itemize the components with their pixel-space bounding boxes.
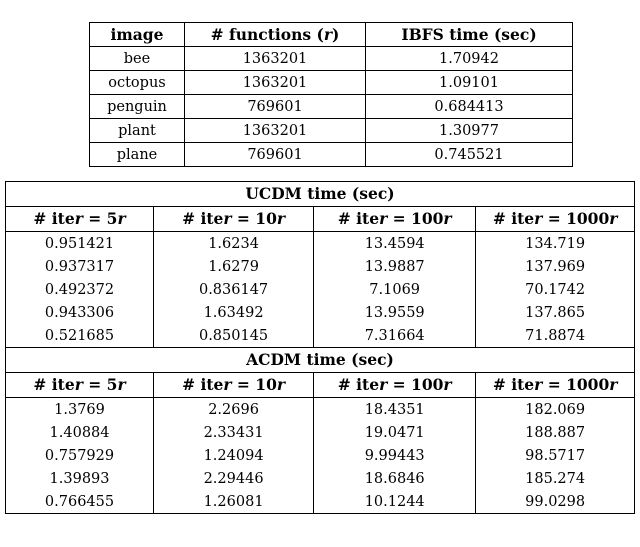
cell-acdm-1000r: 188.887 (476, 421, 635, 444)
acdm-section-title-row (6, 348, 635, 373)
cell-acdm-100r: 19.0471 (314, 421, 476, 444)
cell-ucdm-1000r: 137.865 (476, 301, 635, 324)
acdm-section-title: ACDM time (sec) (6, 348, 635, 373)
column-header-iter-10r: # iter = 10r (154, 207, 314, 232)
ucdm-section-title-row (6, 182, 635, 207)
cell-ucdm-100r: 13.9887 (314, 255, 476, 278)
cell-acdm-100r: 18.4351 (314, 398, 476, 422)
cell-ucdm-100r: 13.9559 (314, 301, 476, 324)
table-row (6, 421, 635, 444)
cell-acdm-5r: 1.3769 (6, 398, 154, 422)
table-row (90, 95, 573, 119)
cell-functions: 1363201 (185, 119, 366, 143)
cell-functions: 1363201 (185, 47, 366, 71)
cell-ucdm-1000r: 70.1742 (476, 278, 635, 301)
cell-ucdm-100r: 13.4594 (314, 232, 476, 256)
ibfs-table (89, 22, 573, 167)
cell-ibfs-time: 0.684413 (366, 95, 573, 119)
cell-acdm-5r: 0.766455 (6, 490, 154, 514)
cell-acdm-5r: 1.40884 (6, 421, 154, 444)
column-header-iter-100r: # iter = 100r (314, 207, 476, 232)
column-header-ibfs-time: IBFS time (sec) (366, 23, 573, 47)
cell-ucdm-100r: 7.31664 (314, 324, 476, 348)
column-header-functions: # functions (r) (185, 23, 366, 47)
cell-acdm-100r: 18.6846 (314, 467, 476, 490)
cell-ucdm-10r: 0.836147 (154, 278, 314, 301)
table-row (6, 232, 635, 256)
cell-acdm-1000r: 98.5717 (476, 444, 635, 467)
cell-ucdm-100r: 7.1069 (314, 278, 476, 301)
cell-ibfs-time: 1.70942 (366, 47, 573, 71)
cdm-timing-table-container (5, 181, 635, 514)
cell-ibfs-time: 1.09101 (366, 71, 573, 95)
cell-ucdm-5r: 0.521685 (6, 324, 154, 348)
cell-acdm-10r: 1.26081 (154, 490, 314, 514)
cell-acdm-1000r: 99.0298 (476, 490, 635, 514)
cell-image: plant (90, 119, 185, 143)
cell-acdm-100r: 9.99443 (314, 444, 476, 467)
table-row (90, 47, 573, 71)
table-row (6, 490, 635, 514)
cell-functions: 769601 (185, 95, 366, 119)
cell-acdm-10r: 2.2696 (154, 398, 314, 422)
ucdm-header-row (6, 207, 635, 232)
cdm-timing-table (5, 181, 635, 514)
cell-ucdm-5r: 0.951421 (6, 232, 154, 256)
column-header-iter-5r: # iter = 5r (6, 373, 154, 398)
cell-acdm-1000r: 185.274 (476, 467, 635, 490)
column-header-image: image (90, 23, 185, 47)
table-row (90, 71, 573, 95)
cell-ucdm-1000r: 137.969 (476, 255, 635, 278)
table-row (6, 278, 635, 301)
table-row (6, 255, 635, 278)
cell-image: penguin (90, 95, 185, 119)
cell-ibfs-time: 1.30977 (366, 119, 573, 143)
cell-acdm-10r: 2.29446 (154, 467, 314, 490)
table-row (6, 444, 635, 467)
cell-ucdm-1000r: 71.8874 (476, 324, 635, 348)
column-header-iter-1000r: # iter = 1000r (476, 373, 635, 398)
cell-acdm-1000r: 182.069 (476, 398, 635, 422)
cell-functions: 1363201 (185, 71, 366, 95)
cell-functions: 769601 (185, 143, 366, 167)
table-row (90, 143, 573, 167)
cell-acdm-5r: 0.757929 (6, 444, 154, 467)
cell-ucdm-5r: 0.937317 (6, 255, 154, 278)
cell-acdm-10r: 1.24094 (154, 444, 314, 467)
cell-ucdm-5r: 0.943306 (6, 301, 154, 324)
cell-ucdm-10r: 1.6279 (154, 255, 314, 278)
cell-image: bee (90, 47, 185, 71)
cell-ucdm-10r: 1.6234 (154, 232, 314, 256)
column-header-iter-10r: # iter = 10r (154, 373, 314, 398)
cell-ibfs-time: 0.745521 (366, 143, 573, 167)
table-row (90, 119, 573, 143)
column-header-iter-100r: # iter = 100r (314, 373, 476, 398)
column-header-iter-5r: # iter = 5r (6, 207, 154, 232)
cell-image: plane (90, 143, 185, 167)
table-row (6, 301, 635, 324)
cell-acdm-100r: 10.1244 (314, 490, 476, 514)
acdm-header-row (6, 373, 635, 398)
cell-ucdm-5r: 0.492372 (6, 278, 154, 301)
cell-acdm-5r: 1.39893 (6, 467, 154, 490)
table-header-row (90, 23, 573, 47)
ucdm-section-title: UCDM time (sec) (6, 182, 635, 207)
ibfs-table-container (89, 22, 573, 167)
cell-image: octopus (90, 71, 185, 95)
cell-ucdm-10r: 1.63492 (154, 301, 314, 324)
cell-ucdm-10r: 0.850145 (154, 324, 314, 348)
table-row (6, 467, 635, 490)
column-header-iter-1000r: # iter = 1000r (476, 207, 635, 232)
cell-acdm-10r: 2.33431 (154, 421, 314, 444)
table-row (6, 398, 635, 422)
table-row (6, 324, 635, 348)
cell-ucdm-1000r: 134.719 (476, 232, 635, 256)
